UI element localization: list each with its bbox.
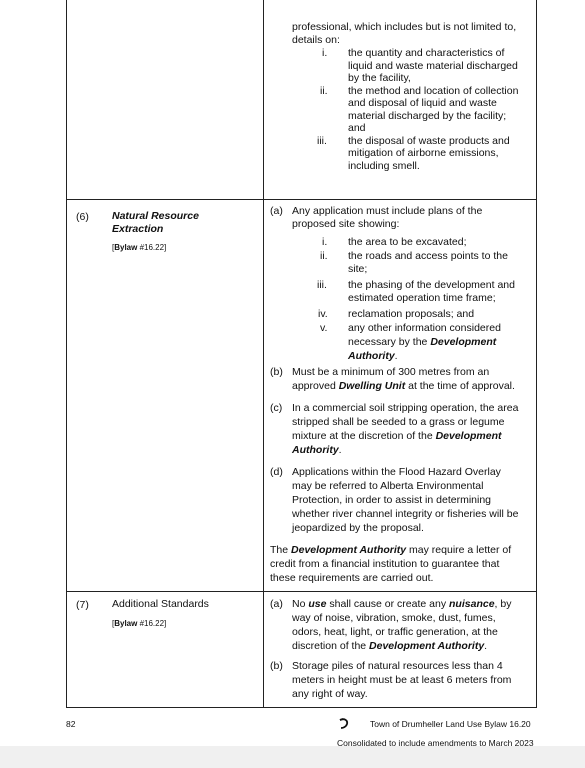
clause-text: meters in height must be at least 6 meters from (292, 674, 512, 686)
list-item-text: and disposal of liquid and waste (348, 97, 497, 109)
clause-text: mixture at the discretion of the Development (292, 430, 502, 442)
continuation-intro-line: details on: (292, 34, 340, 46)
table-row-divider-2 (66, 591, 537, 592)
clause-text: proposed site showing: (292, 218, 400, 230)
continuation-intro-line: professional, which includes but is not limited to, (292, 21, 517, 33)
clause-text: jeopardized by the proposal. (292, 522, 424, 534)
list-item-text: and (348, 122, 366, 134)
list-item-number: i. (322, 236, 328, 248)
clause-text: Storage piles of natural resources less than 4 (292, 660, 503, 672)
clause-text: discretion of the Development Authority. (292, 640, 488, 652)
clause-text: Protection, in order to assist in determining (292, 494, 492, 506)
list-item-text: the area to be excavated; (348, 236, 467, 248)
clause-text: In a commercial soil stripping operation, the area (292, 402, 519, 414)
clause-label: (b) (270, 366, 283, 378)
section-title: Extraction (112, 223, 164, 235)
closing-text: these requirements are carried out. (270, 572, 434, 584)
clause-text: Must be a minimum of 300 metres from an (292, 366, 490, 378)
town-logo-icon (339, 717, 349, 735)
table-border-right (536, 0, 537, 708)
closing-text: The Development Authority may require a letter of (270, 544, 512, 556)
list-item-number: iv. (318, 308, 328, 320)
table-border-left (66, 0, 67, 708)
bylaw-reference: [Bylaw #16.22] (112, 619, 167, 628)
list-item-text: estimated operation time frame; (348, 292, 496, 304)
list-item-number: ii. (320, 85, 328, 97)
list-item-text: reclamation proposals; and (348, 308, 475, 320)
list-item-text: Authority. (348, 350, 398, 362)
clause-text: No use shall cause or create any nuisance, by (292, 598, 512, 610)
clause-text: whether river channel integrity or fisheries will be (292, 508, 519, 520)
list-item-text: mitigation of airborne emissions, (348, 147, 499, 159)
clause-text: Authority. (292, 444, 342, 456)
list-item-number: v. (320, 322, 328, 334)
section-title: Additional Standards (112, 598, 209, 610)
clause-label: (c) (270, 402, 283, 414)
clause-text: may be referred to Alberta Environmental (292, 480, 484, 492)
bylaw-reference: [Bylaw #16.22] (112, 243, 167, 252)
table-border-bottom (66, 707, 537, 708)
clause-text: any right of way. (292, 688, 368, 700)
list-item-number: iii. (317, 135, 327, 147)
list-item-text: necessary by the Development (348, 336, 497, 348)
table-column-divider (263, 0, 264, 708)
list-item-number: i. (322, 47, 328, 59)
list-item-text: any other information considered (348, 322, 501, 334)
list-item-number: iii. (317, 279, 327, 291)
list-item-number: ii. (320, 250, 328, 262)
clause-text: approved Dwelling Unit at the time of approval. (292, 380, 515, 392)
list-item-text: the roads and access points to the (348, 250, 508, 262)
footer-subtitle: Consolidated to include amendments to March 2023 (337, 738, 534, 748)
list-item-text: including smell. (348, 160, 420, 172)
list-item-text: the method and location of collection (348, 85, 519, 97)
list-item-text: material discharged by the facility; (348, 110, 507, 122)
list-item-text: the quantity and characteristics of (348, 47, 505, 59)
clause-label: (a) (270, 205, 283, 217)
list-item-text: liquid and waste material discharged (348, 60, 518, 72)
footer-title: Town of Drumheller Land Use Bylaw 16.20 (370, 719, 531, 729)
section-number: (6) (76, 211, 89, 223)
clause-text: odors, heat, light, or traffic generation, at the (292, 626, 498, 638)
clause-text: way of noise, vibration, smoke, dust, fumes, (292, 612, 496, 624)
list-item-text: site; (348, 263, 368, 275)
list-item-text: by the facility, (348, 72, 411, 84)
table-row-divider-1 (66, 199, 537, 200)
clause-label: (b) (270, 660, 283, 672)
section-title: Natural Resource (112, 210, 199, 222)
clause-text: stripped shall be seeded to a grass or legume (292, 416, 505, 428)
clause-label: (a) (270, 598, 283, 610)
clause-label: (d) (270, 466, 283, 478)
clause-text: Applications within the Flood Hazard Overlay (292, 466, 501, 478)
list-item-text: the disposal of waste products and (348, 135, 510, 147)
page-number: 82 (66, 719, 76, 729)
list-item-text: the phasing of the development and (348, 279, 515, 291)
section-number: (7) (76, 599, 89, 611)
closing-text: credit from a financial institution to guarantee that (270, 558, 500, 570)
clause-text: Any application must include plans of the (292, 205, 483, 217)
